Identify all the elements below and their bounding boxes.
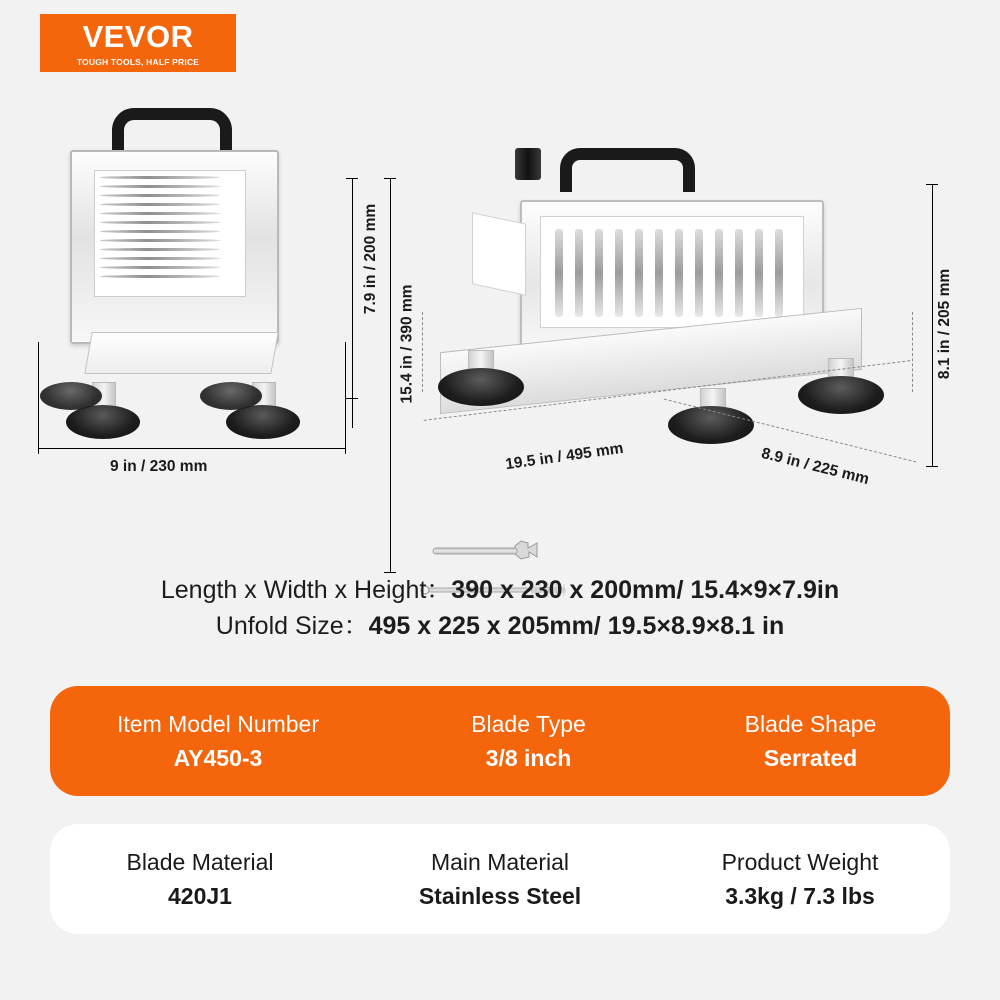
spec-value: Stainless Steel	[418, 883, 582, 909]
dimension-line	[38, 342, 39, 448]
spec-card-primary	[50, 686, 950, 796]
left-width-dimension-label: 9 in / 230 mm	[110, 458, 208, 475]
wrench-icon	[425, 540, 545, 566]
suction-cup	[200, 382, 262, 410]
unfolded-product-illustration	[410, 100, 930, 500]
dimension-tick	[346, 178, 358, 179]
product-body-frame	[70, 150, 279, 344]
suction-cup	[438, 368, 524, 406]
dimension-line	[352, 178, 353, 428]
left-height-dimension-label: 7.9 in / 200 mm	[362, 203, 380, 315]
unfold-size-key: Unfold Size：	[215, 612, 369, 640]
spec-key: Blade Type	[471, 711, 586, 737]
size-summary	[0, 572, 1000, 644]
unfold-size-line	[0, 608, 1000, 644]
spec-cell-main-material	[350, 824, 650, 934]
spec-cell-blade-type	[386, 686, 671, 796]
cutting-plate	[84, 332, 278, 374]
suction-cup	[66, 405, 140, 439]
spec-value: Serrated	[763, 745, 858, 771]
suction-cup	[40, 382, 102, 410]
right-depth-dimension-label: 8.9 in / 225 mm	[759, 444, 871, 489]
suction-cup	[668, 406, 754, 444]
brand-name: VEVOR	[82, 19, 194, 54]
spec-value: 420J1	[168, 883, 232, 909]
spec-cell-product-weight	[650, 824, 950, 934]
dimension-line	[345, 342, 346, 448]
folded-product-illustration	[40, 100, 340, 470]
dimension-tick	[926, 184, 938, 185]
dimension-guide	[912, 312, 913, 392]
dimension-guide	[422, 312, 423, 392]
product-handle	[560, 148, 695, 192]
adjustment-knob	[515, 148, 541, 180]
right-length-dimension-label: 19.5 in / 495 mm	[504, 439, 625, 474]
spec-key: Item Model Number	[117, 711, 319, 737]
dimension-tick	[926, 466, 938, 467]
dimension-tick	[384, 178, 396, 179]
folded-size-line	[0, 572, 1000, 608]
product-dimension-diagram	[0, 80, 1000, 560]
spec-key: Product Weight	[721, 849, 879, 875]
spec-cell-blade-material	[50, 824, 350, 934]
food-pusher	[472, 212, 526, 295]
right-height-dimension-label: 8.1 in / 205 mm	[936, 268, 954, 380]
product-handle	[112, 108, 232, 154]
dimension-tick	[346, 398, 358, 399]
folded-size-value: 390 x 230 x 200mm/ 15.4×9×7.9in	[451, 576, 840, 604]
brand-tagline: TOUGH TOOLS, HALF PRICE	[76, 57, 200, 67]
spec-cell-item-model-number	[50, 686, 386, 796]
blade-stack	[100, 176, 220, 286]
spec-key: Main Material	[430, 849, 570, 875]
spec-key: Blade Material	[126, 849, 274, 875]
suction-cup	[798, 376, 884, 414]
dimension-line	[932, 184, 933, 466]
dimension-line	[38, 448, 346, 449]
spec-card-secondary	[50, 824, 950, 934]
folded-size-key: Length x Width x Height：	[160, 576, 452, 604]
unfold-size-value: 495 x 225 x 205mm/ 19.5×8.9×8.1 in	[368, 612, 785, 640]
dimension-line	[390, 178, 391, 573]
product-blade-window	[540, 216, 804, 328]
spec-value: AY450-3	[173, 745, 263, 771]
spec-value: 3/8 inch	[485, 745, 572, 771]
suction-cup	[226, 405, 300, 439]
spec-key: Blade Shape	[744, 711, 877, 737]
spec-cell-blade-shape	[671, 686, 950, 796]
left-total-height-dimension-label: 15.4 in / 390 mm	[398, 284, 416, 404]
spec-value: 3.3kg / 7.3 lbs	[725, 883, 875, 909]
brand-logo	[40, 14, 236, 72]
